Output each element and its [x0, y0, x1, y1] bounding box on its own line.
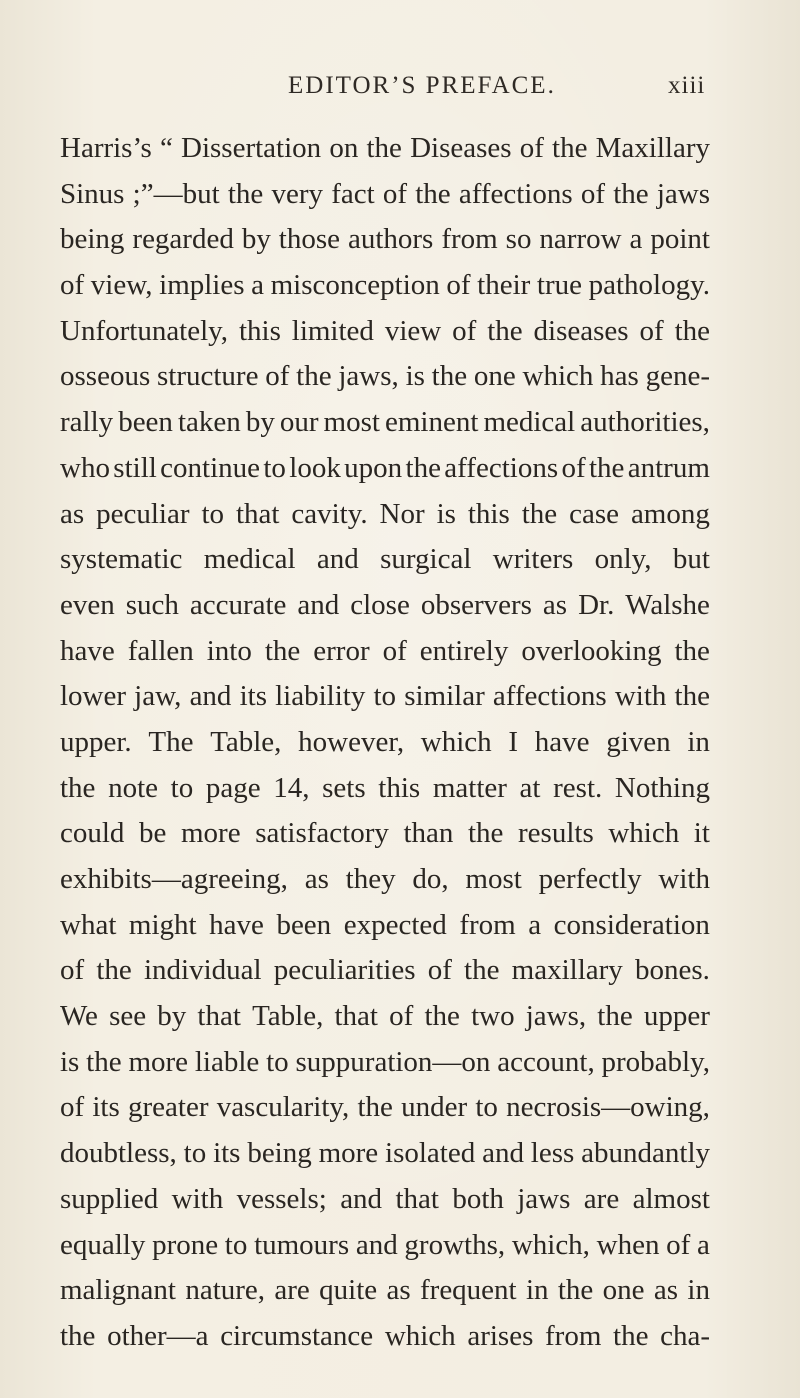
text-line: what might have been expected from a consideration: [60, 908, 710, 941]
running-head: [0, 72, 800, 112]
text-line: as peculiar to that cavity. Nor is this the case among: [60, 497, 710, 530]
text-line: who still continue to look upon the affections of the antrum: [60, 451, 710, 484]
text-line: of its greater vascularity, the under to necrosis—owing,: [60, 1091, 710, 1124]
text-line: have fallen into the error of entirely overlooking the: [60, 634, 710, 667]
text-line: Sinus ;”—but the very fact of the affections of the jaws: [60, 177, 710, 210]
text-line: doubtless, to its being more isolated and less abundantly: [60, 1137, 710, 1170]
text-line: of the individual peculiarities of the maxillary bones.: [60, 954, 710, 987]
text-line: even such accurate and close observers as Dr. Walshe: [60, 588, 710, 621]
text-line: exhibits—agreeing, as they do, most perfectly with: [60, 863, 710, 895]
body-text: [60, 126, 710, 1360]
text-line: equally prone to tumours and growths, which, when of a: [60, 1228, 710, 1261]
text-line: osseous structure of the jaws, is the one which has gene-: [60, 360, 710, 393]
text-line: malignant nature, are quite as frequent in the one as in: [60, 1274, 710, 1307]
text-line: systematic medical and surgical writers only, but: [60, 543, 710, 576]
text-line: upper. The Table, however, which I have given in: [60, 725, 710, 758]
text-line: rally been taken by our most eminent medical authorities,: [60, 406, 710, 439]
text-line: supplied with vessels; and that both jaws are almost: [60, 1182, 710, 1215]
text-line: Unfortunately, this limited view of the diseases of the: [60, 314, 710, 347]
text-line: of view, implies a misconception of their true pathology.: [60, 269, 710, 302]
text-line: is the more liable to suppuration—on account, probably,: [60, 1045, 710, 1078]
running-head-title: EDITOR’S PREFACE.: [288, 72, 556, 99]
text-line: lower jaw, and its liability to similar affections with the: [60, 680, 710, 713]
text-line: could be more satisfactory than the results which it: [60, 817, 710, 850]
text-line: the note to page 14, sets this matter at rest. Nothing: [60, 771, 710, 804]
page-number: xiii: [668, 72, 706, 99]
text-line: Harris’s “ Dissertation on the Diseases of the Maxillary: [60, 132, 710, 164]
text-line: the other—a circumstance which arises from the cha-: [60, 1319, 710, 1352]
text-line: being regarded by those authors from so narrow a point: [60, 223, 710, 256]
text-line: We see by that Table, that of the two jaws, the upper: [60, 1000, 710, 1033]
